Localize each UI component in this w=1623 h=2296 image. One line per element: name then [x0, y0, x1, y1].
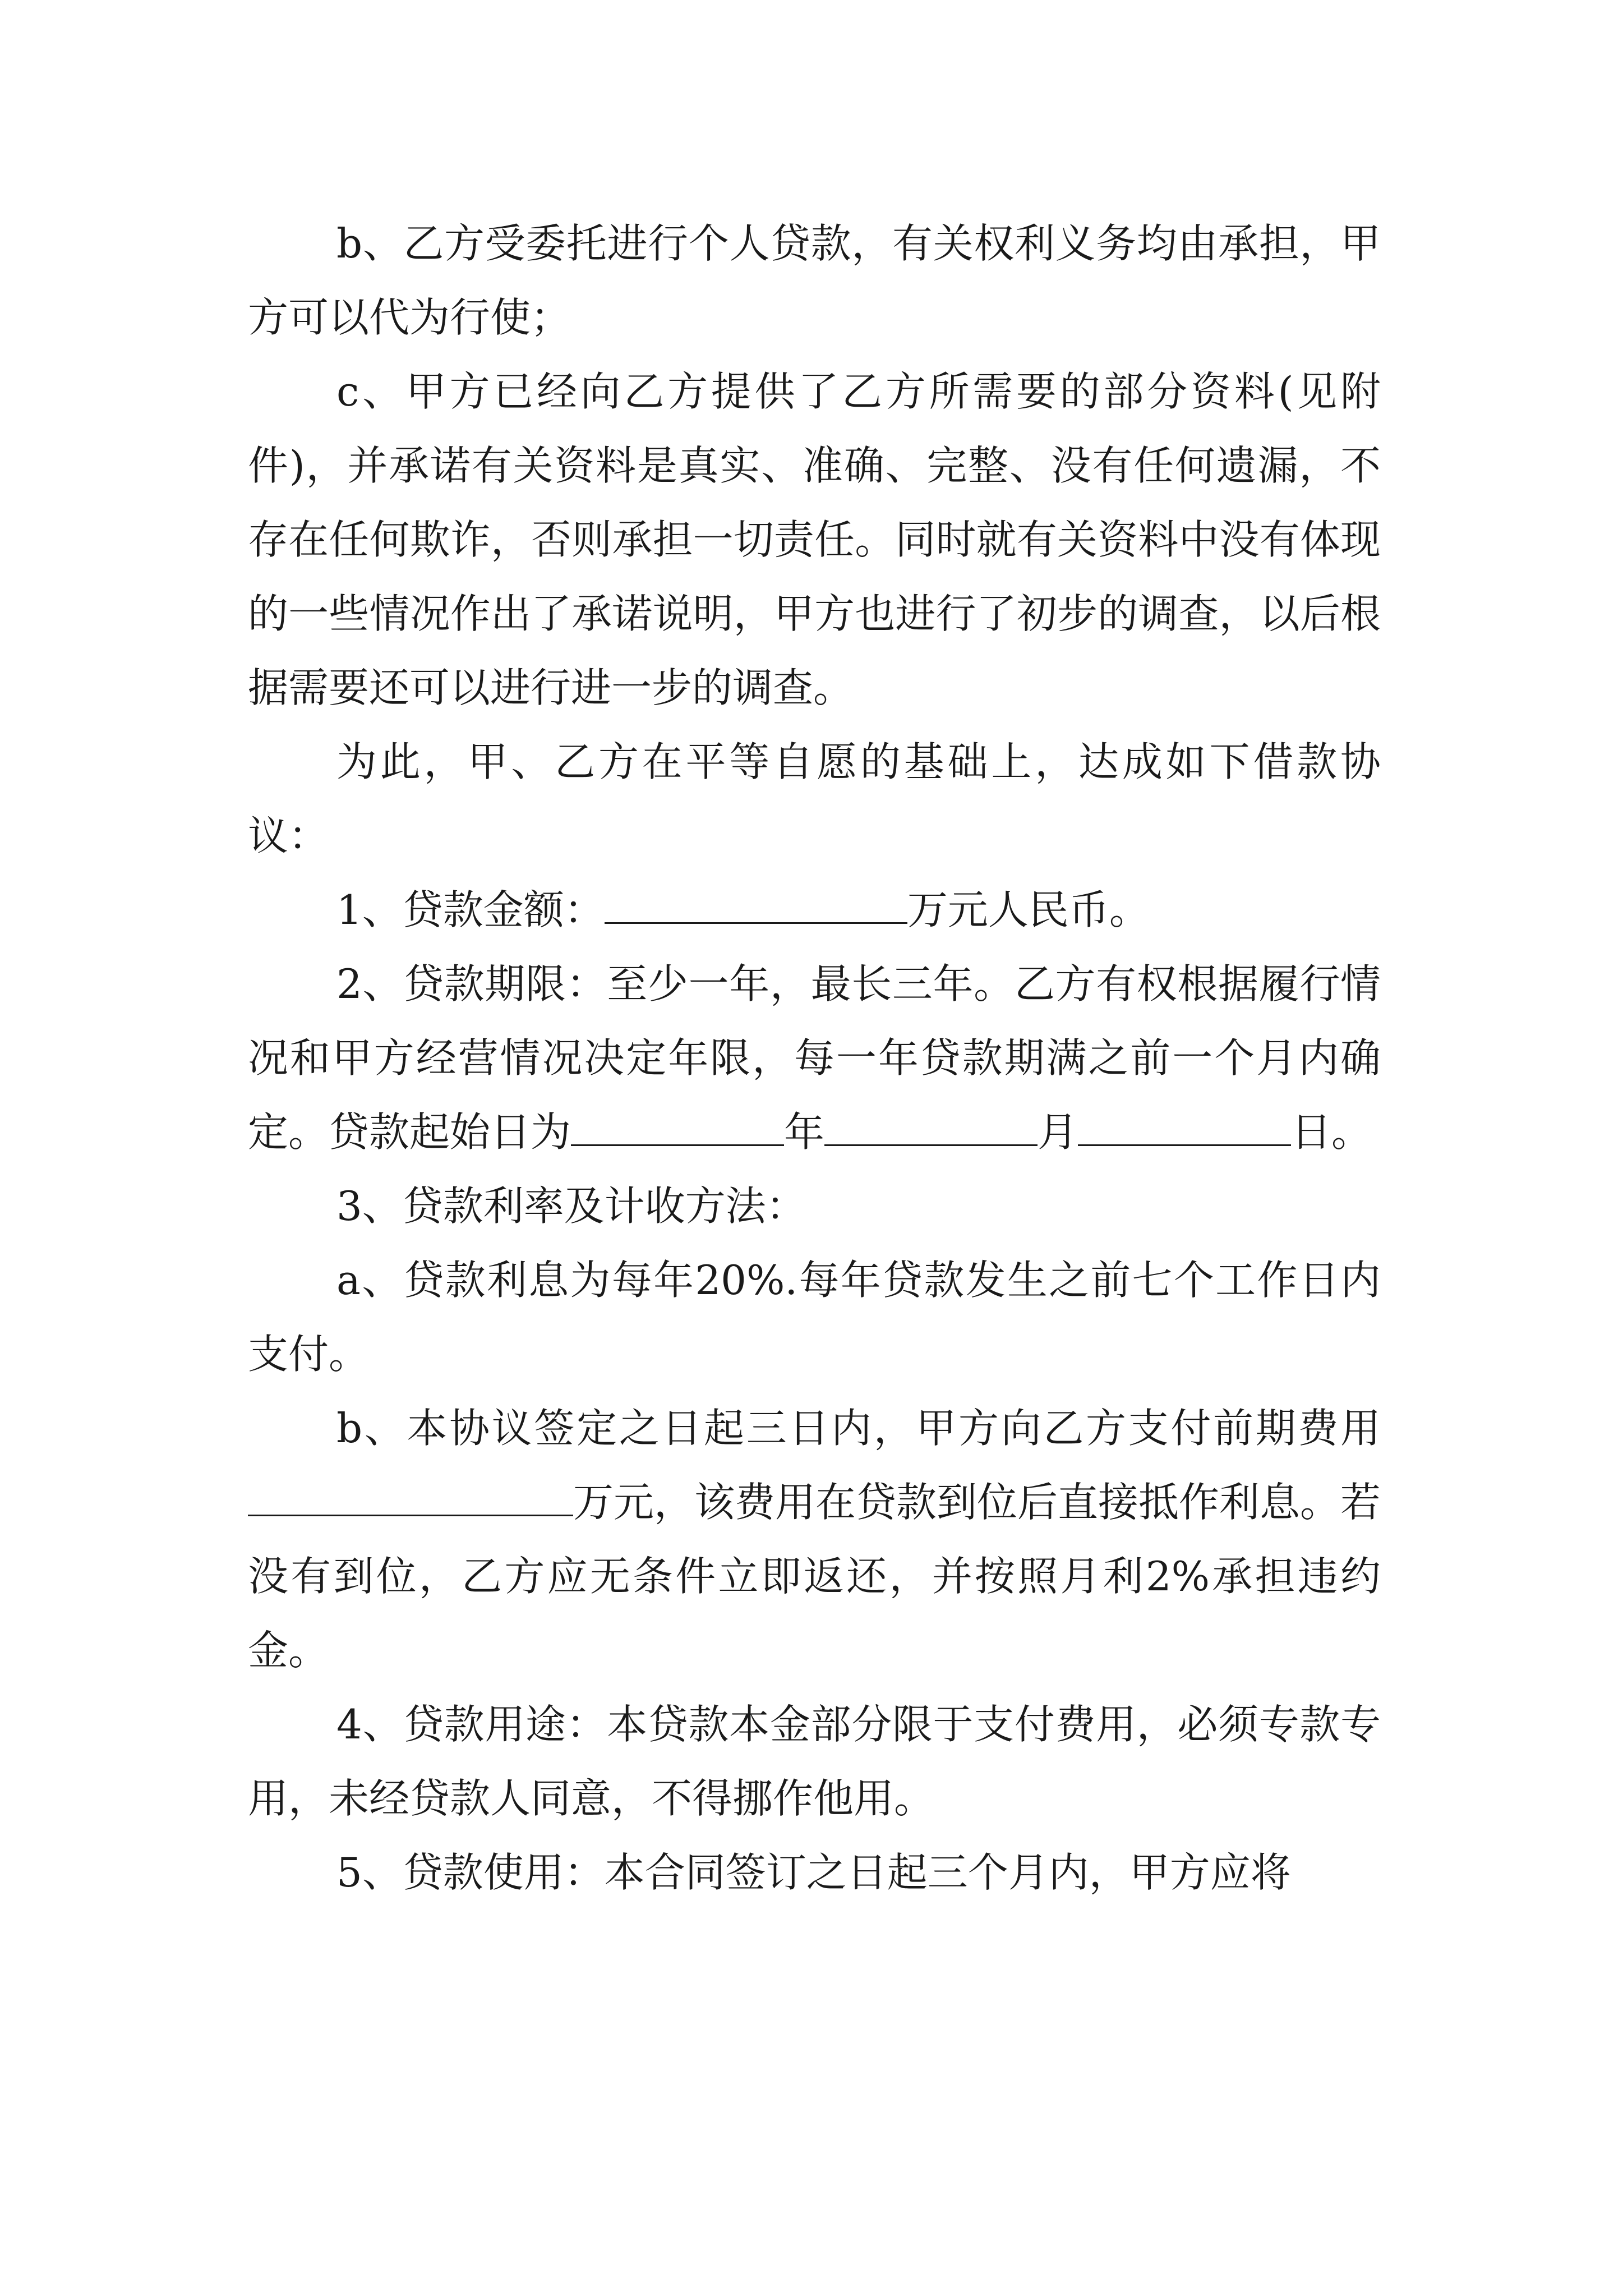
contract-body	[248, 206, 1381, 1910]
clause-loan-amount	[248, 873, 1381, 947]
upfront-fee-blank	[248, 1474, 573, 1516]
paragraph-materials	[248, 355, 1381, 725]
clause-loan-purpose-text: 4、贷款用途：本贷款本金部分限于支付费用，必须专款专用，未经贷款人同意，不得挪作他用。	[248, 1701, 1381, 1822]
paragraph-materials-text: c、甲方已经向乙方提供了乙方所需要的部分资料(见附件)，并承诺有关资料是真实、准确、完整、没有任何遗漏，不存在任何欺诈，否则承担一切责任。同时就有关资料中没有体现的一些情况作出了承诺说明，甲方也进行了初步的调查，以后根据需要还可以进行进一步的调查。	[248, 368, 1381, 711]
start-day-label: 日。	[1291, 1108, 1372, 1156]
paragraph-agreement-intro	[248, 725, 1381, 873]
clause-loan-term	[248, 947, 1381, 1169]
clause-loan-amount-label: 1、贷款金额：	[336, 886, 605, 933]
paragraph-delegation	[248, 206, 1381, 355]
clause-interest-rate-text: a、贷款利息为每年20%.每年贷款发生之前七个工作日内支付。	[248, 1257, 1381, 1378]
start-month-blank	[824, 1104, 1038, 1146]
loan-amount-blank	[605, 882, 907, 924]
clause-interest-rate	[248, 1243, 1381, 1391]
clause-interest-heading	[248, 1169, 1381, 1243]
paragraph-delegation-text: b、乙方受委托进行个人贷款，有关权利义务均由承担，甲方可以代为行使；	[248, 220, 1381, 341]
clause-loan-amount-unit: 万元人民币。	[907, 886, 1150, 933]
clause-upfront-fee-label: b、本协议签定之日起三日内，甲方向乙方支付前期费用	[336, 1405, 1381, 1452]
clause-interest-heading-text: 3、贷款利率及计收方法：	[336, 1182, 806, 1230]
paragraph-agreement-intro-text: 为此，甲、乙方在平等自愿的基础上，达成如下借款协议：	[248, 738, 1381, 859]
clause-upfront-fee	[248, 1391, 1381, 1687]
clause-loan-usage-text: 5、贷款使用：本合同签订之日起三个月内，甲方应将	[336, 1849, 1291, 1896]
start-year-blank	[571, 1104, 784, 1146]
start-day-blank	[1078, 1104, 1291, 1146]
clause-loan-usage	[248, 1835, 1381, 1910]
start-month-label: 月	[1038, 1108, 1078, 1156]
clause-upfront-fee-text: 万元，该费用在贷款到位后直接抵作利息。若没有到位，乙方应无条件立即返还，并按照月利2%承担违约金。	[248, 1479, 1381, 1674]
clause-loan-term-text: 2、贷款期限：至少一年，最长三年。乙方有权根据履行情况和甲方经营情况决定年限，每一年贷款期满之前一个月内确定。贷款起始日为	[248, 960, 1381, 1156]
start-year-label: 年	[784, 1108, 825, 1156]
clause-loan-purpose	[248, 1687, 1381, 1835]
